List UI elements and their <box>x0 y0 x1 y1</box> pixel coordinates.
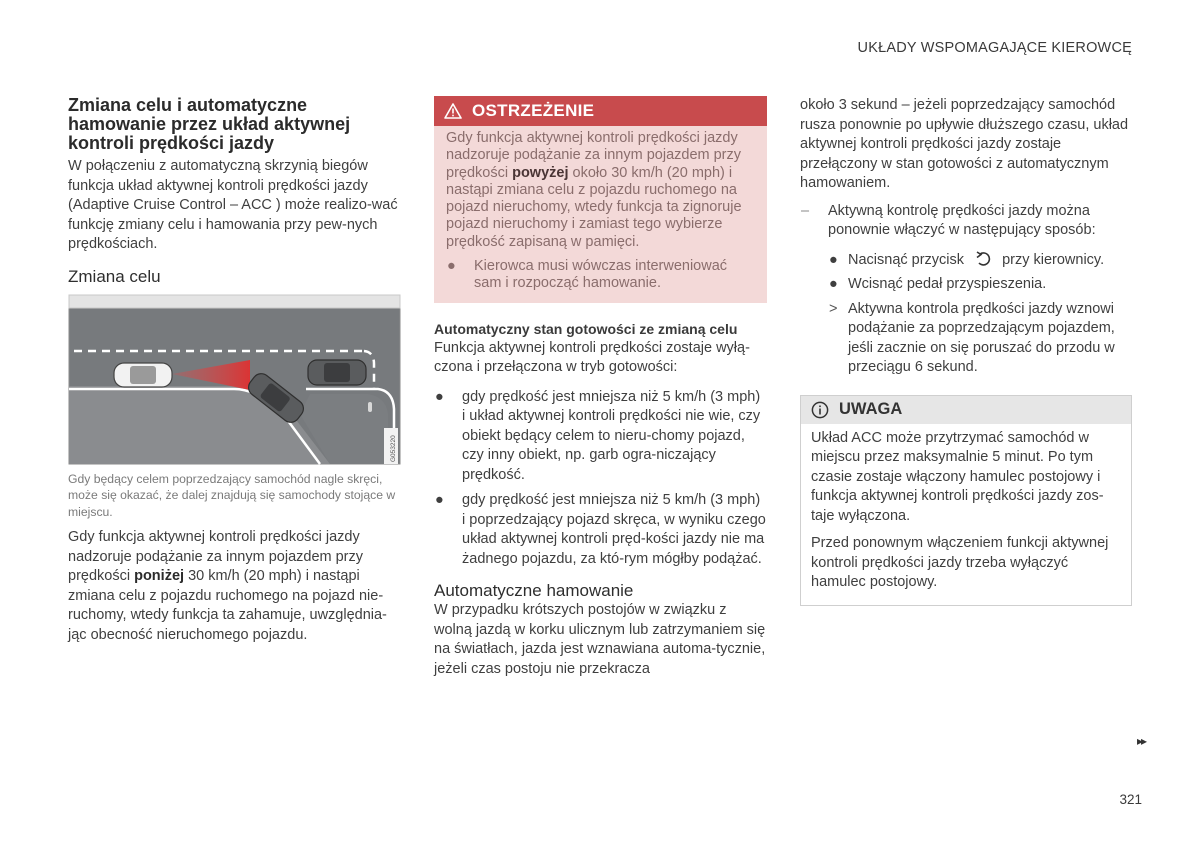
list-item: ● Wcisnąć pedał przyspieszenia. <box>829 276 1047 292</box>
procedure-list <box>800 202 1132 241</box>
figure-caption: Gdy będący celem poprzedzający samochód nagle skręci, może się okazać, że dalej znajdują się samochody stojące w miejscu. <box>68 471 396 519</box>
page-title: Zmiana celu i automatyczne hamowanie przez układ aktywnej kontroli prędkości jazdy <box>68 95 351 153</box>
own-car-icon <box>114 363 172 387</box>
warning-triangle-icon <box>444 103 462 119</box>
note-paragraph: Układ ACC może przytrzymać samochód w miejscu przez maksymalnie 5 minut. Po tym czasie zostaje włączony hamulec postojowy i funkcja aktywnej kontroli prędkości jazdy zos-taje wyłączona. <box>811 429 1104 524</box>
note-title: UWAGA <box>839 400 903 418</box>
page-number: 321 <box>1119 792 1142 807</box>
road-illustration <box>68 294 401 466</box>
subheading-auto-braking: Automatyczne hamowanie <box>434 581 634 601</box>
figure-code: G053220 <box>390 434 397 462</box>
list-item: ● gdy prędkość jest mniejsza niż 5 km/h (3 mph) i układ aktywnej kontroli prędkości nie wie, czy obiekt będący celem to nieru-chomy pojazd, czy inny obiekt, np. garb ogra-niczający prędkość. <box>435 388 761 483</box>
note-header <box>801 396 1131 424</box>
intro-paragraph: W połączeniu z automatyczną skrzynią biegów funkcja układ aktywnej kontroli prędkości jazdy (Adaptive Cruise Control – ACC ) może realizo-wać funkcję zmiany celu i hamowania przy pew-nych prędkościach. <box>68 158 398 252</box>
continuation-text: około 3 sekund – jeżeli poprzedzający samochód rusza ponownie po upływie dłuższego czasu, układ aktywnej kontroli prędkości jazdy zostaje przełączony w stan gotowości z automatycznym hamowaniem. <box>800 97 1129 191</box>
subheading-target-change: Zmiana celu <box>68 266 161 286</box>
warning-list <box>446 258 755 293</box>
warning-header <box>434 96 767 126</box>
continue-arrows-icon: ▸▸ <box>1136 734 1145 748</box>
section-header: UKŁADY WSPOMAGAJĄCE KIEROWCĘ <box>857 40 1132 56</box>
emphasis-below: poniżej <box>134 568 185 584</box>
column-left <box>68 96 401 645</box>
note-body <box>801 424 1131 605</box>
standby-text: Funkcja aktywnej kontroli prędkości zostaje wyłą-czona i przełączona w tryb gotowości: <box>434 339 750 376</box>
procedure-step: – Aktywną kontrolę prędkości jazdy można ponownie włączyć w następujący sposób: <box>801 202 1096 238</box>
warning-body <box>434 126 767 303</box>
list-item: ● Kierowca musi wówczas interweniować sam i rozpocząć hamowanie. <box>447 258 728 292</box>
list-item: ● Nacisnąć przycisk przy kierownicy. <box>829 251 1105 268</box>
paragraph-below-30: Gdy funkcja aktywnej kontroli prędkości jazdy nadzoruje podążanie za innym pojazdem przy prędkości poniżej 30 km/h (20 mph) i nastąpi zmiana celu z pojazdu ruchomego na pojazd nie-ruchomy, wtedy funkcja ta zahamuje, uwzględnia-jąc obecność nieruchomego pojazdu. <box>68 529 387 643</box>
note-box <box>800 395 1132 606</box>
warning-box <box>434 96 767 303</box>
illustration-target-change <box>68 294 401 466</box>
info-circle-icon <box>811 401 829 419</box>
warning-title: OSTRZEŻENIE <box>472 101 595 120</box>
column-right <box>800 96 1132 606</box>
options-list <box>828 251 1132 378</box>
note-paragraph: Przed ponownym włączeniem funkcji aktywnej kontroli prędkości jazdy trzeba wyłączyć hamulec postojowy. <box>811 535 1109 590</box>
standby-list <box>434 388 767 570</box>
list-item: ● gdy prędkość jest mniejsza niż 5 km/h (3 mph) i poprzedzający pojazd skręca, w wyniku czego układ aktywnej kontroli pręd-kości jazdy nie ma żadnego pojazdu, za któ-rym mógłby podążać. <box>435 492 766 567</box>
result-item: > Aktywna kontrola prędkości jazdy wznowi podążanie za poprzedzającym pojazdem, jeśli zacznie on się poruszać do przodu w przeciągu 6 sekund. <box>829 300 1115 375</box>
subheading-standby: Automatyczny stan gotowości ze zmianą celu <box>434 320 738 337</box>
column-middle <box>434 96 767 679</box>
braking-text: W przypadku krótszych postojów w związku z wolną jazdą w korku ulicznym lub zatrzymaniem się na światłach, jazda jest wznawiana automa-tycznie, jeżeli czas postoju nie przekracza <box>434 602 766 677</box>
warning-text: Gdy funkcja aktywnej kontroli prędkości jazdy nadzoruje podążanie za innym pojazdem przy prędkości powyżej około 30 km/h (20 mph) i nastąpi zmiana celu z pojazdu ruchomego na pojazd nieruchomy, wtedy funkcja ta zignoruje pojazd nieruchomy i zamiast tego wybierze prędkość zapisaną w pamięci. <box>446 130 742 250</box>
stationary-car-icon <box>308 360 366 385</box>
resume-arrow-icon <box>974 251 996 267</box>
emphasis-above: powyżej <box>512 164 569 181</box>
